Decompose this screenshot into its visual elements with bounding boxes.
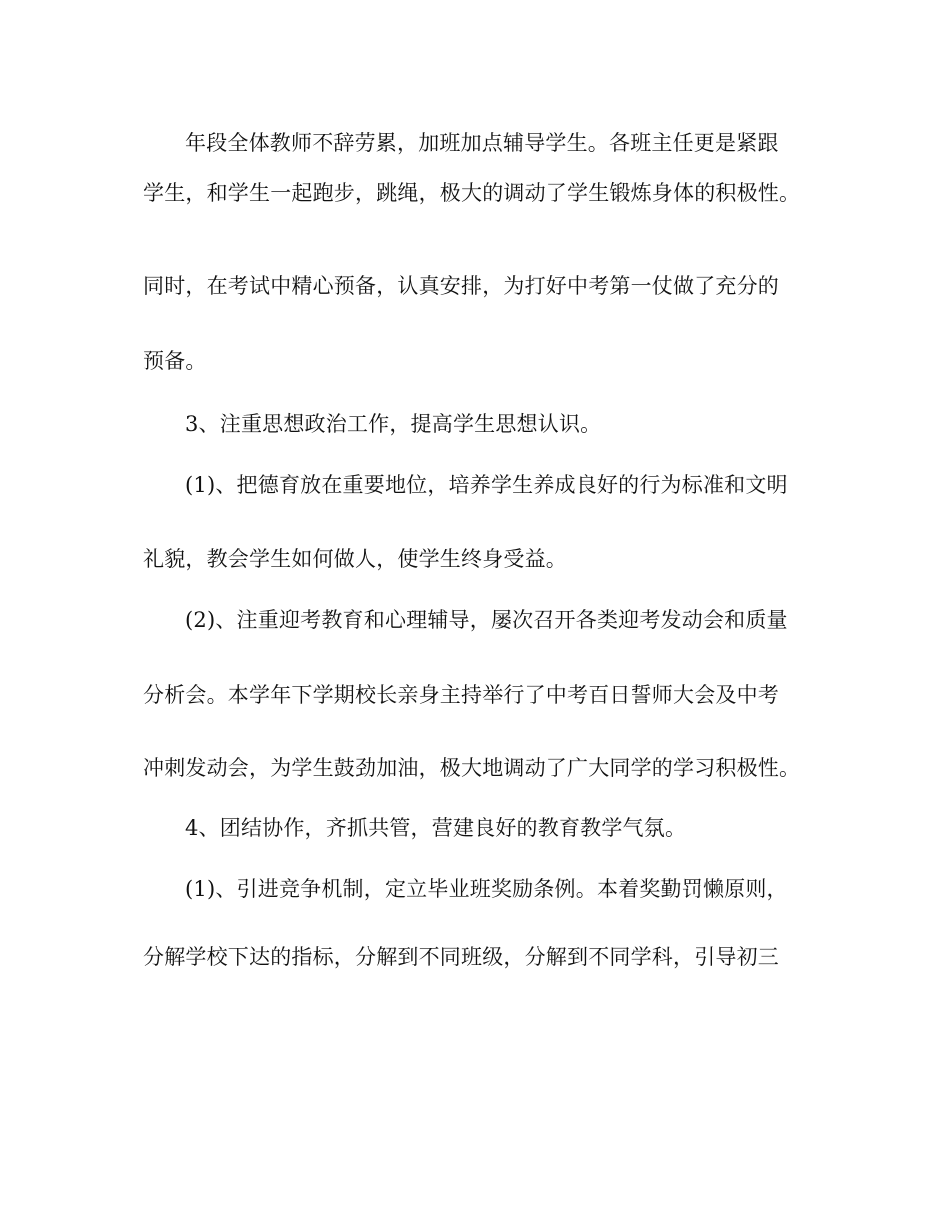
paragraph-line: 同时，在考试中精心预备，认真安排，为打好中考第一仗做了充分的	[143, 274, 779, 298]
paragraph-line: 预备。	[143, 349, 207, 373]
list-item-line: (1)、把德育放在重要地位，培养学生养成良好的行为标准和文明	[185, 473, 788, 497]
paragraph-line: 年段全体教师不辞劳累，加班加点辅导学生。各班主任更是紧跟	[185, 131, 779, 155]
list-item-line: (1)、引进竞争机制，定立毕业班奖励条例。本着奖勤罚懒原则，	[185, 877, 788, 901]
paragraph-line: 分析会。本学年下学期校长亲身主持举行了中考百日誓师大会及中考	[143, 683, 779, 707]
section-heading: 4、团结协作，齐抓共管，营建良好的教育教学气氛。	[185, 816, 687, 840]
paragraph-line: 礼貌，教会学生如何做人，使学生终身受益。	[143, 547, 567, 571]
list-item-line: (2)、注重迎考教育和心理辅导，屡次召开各类迎考发动会和质量	[185, 608, 788, 632]
section-heading: 3、注重思想政治工作，提高学生思想认识。	[185, 412, 602, 436]
paragraph-line: 分解学校下达的指标，分解到不同班级，分解到不同学科，引导初三	[143, 945, 779, 969]
paragraph-line: 学生，和学生一起跑步，跳绳，极大的调动了学生锻炼身体的积极性。	[143, 181, 801, 205]
paragraph-line: 冲刺发动会，为学生鼓劲加油，极大地调动了广大同学的学习积极性。	[143, 756, 801, 780]
